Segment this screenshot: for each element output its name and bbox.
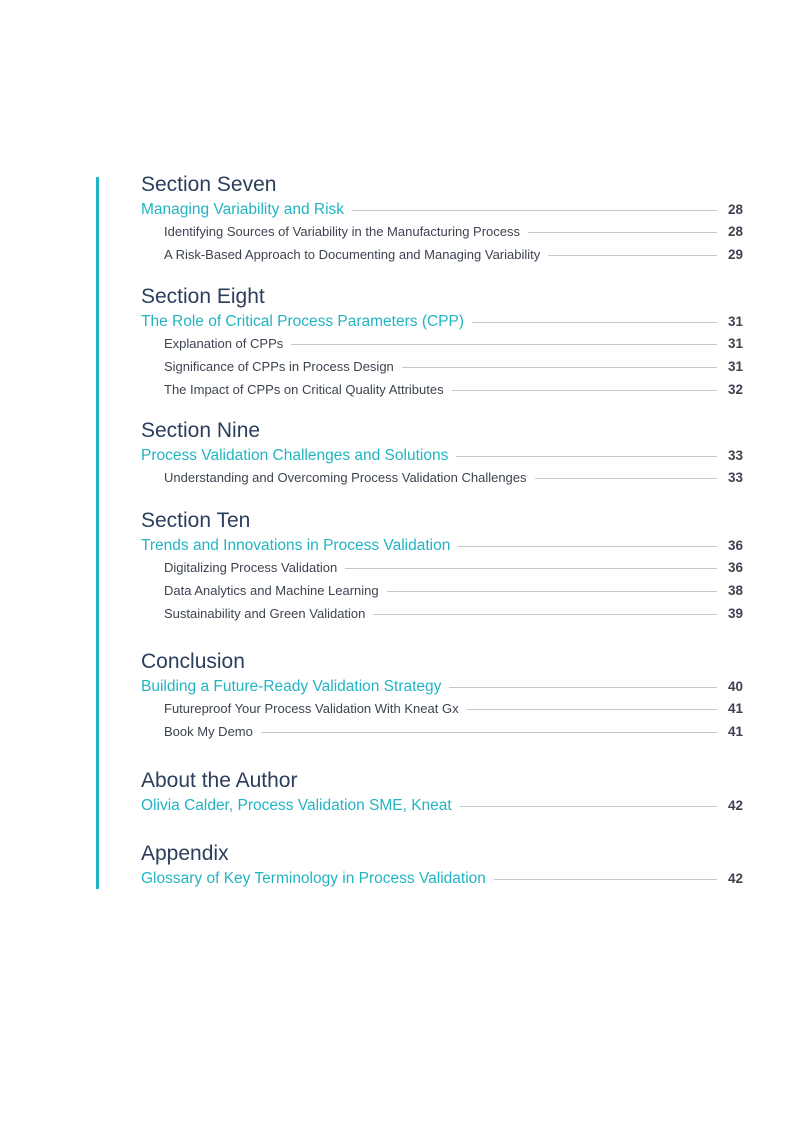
dot-leader [291,344,717,345]
section-title: Conclusion [141,650,245,673]
toc-entry-sub[interactable] [141,470,743,493]
entry-label: Significance of CPPs in Process Design [164,359,394,374]
page-number: 40 [727,679,743,694]
dot-leader [548,255,717,256]
dot-leader [387,591,717,592]
toc-entry-main[interactable] [141,201,743,224]
entry-label: Building a Future-Ready Validation Strategy [141,678,442,695]
section-nine [141,419,743,493]
dot-leader [345,568,717,569]
dot-leader [460,806,717,807]
page-number: 31 [727,359,743,374]
page-number: 31 [727,314,743,329]
dot-leader [535,478,717,479]
toc-entry-main[interactable] [141,870,743,893]
dot-leader [402,367,717,368]
section-title: About the Author [141,769,298,792]
entry-label: Book My Demo [164,724,253,739]
entry-label: A Risk-Based Approach to Documenting and Managing Variability [164,247,541,262]
section-appendix [141,842,743,893]
page-number: 33 [727,448,743,463]
dot-leader [467,709,717,710]
page-number: 41 [727,724,743,739]
section-ten [141,509,743,629]
entry-label: Trends and Innovations in Process Validation [141,537,451,554]
section-title: Section Nine [141,419,261,442]
entry-label: The Impact of CPPs on Critical Quality Attributes [164,382,444,397]
accent-bar [96,177,99,889]
toc-entry-sub[interactable] [141,583,743,606]
dot-leader [352,210,717,211]
entry-label: Understanding and Overcoming Process Validation Challenges [164,470,527,485]
dot-leader [261,732,717,733]
toc-entry-sub[interactable] [141,382,743,405]
entry-label: Digitalizing Process Validation [164,560,338,575]
page-number: 29 [727,247,743,262]
toc-entry-sub[interactable] [141,701,743,724]
toc-entry-main[interactable] [141,797,743,820]
dot-leader [449,687,717,688]
entry-label: Explanation of CPPs [164,336,284,351]
page-number: 42 [727,871,743,886]
entry-label: Data Analytics and Machine Learning [164,583,379,598]
toc-entry-sub[interactable] [141,560,743,583]
entry-label: Glossary of Key Terminology in Process Validation [141,870,486,887]
page-number: 36 [727,560,743,575]
toc-entry-sub[interactable] [141,224,743,247]
dot-leader [494,879,717,880]
toc-entry-sub[interactable] [141,724,743,747]
page-number: 31 [727,336,743,351]
entry-label: Futureproof Your Process Validation With Kneat Gx [164,701,459,716]
section-seven [141,173,743,270]
section-conclusion [141,650,743,747]
toc-entry-sub[interactable] [141,247,743,270]
dot-leader [472,322,717,323]
page-number: 39 [727,606,743,621]
dot-leader [373,614,717,615]
section-title: Section Seven [141,173,277,196]
section-about-author [141,769,743,820]
page-number: 36 [727,538,743,553]
toc-entry-sub[interactable] [141,359,743,382]
entry-label: Sustainability and Green Validation [164,606,366,621]
entry-label: The Role of Critical Process Parameters (CPP) [141,313,465,330]
toc-entry-main[interactable] [141,313,743,336]
dot-leader [528,232,717,233]
toc-entry-main[interactable] [141,447,743,470]
page-number: 41 [727,701,743,716]
toc-entry-sub[interactable] [141,336,743,359]
dot-leader [456,456,717,457]
section-title: Section Ten [141,509,251,532]
page-number: 38 [727,583,743,598]
entry-label: Identifying Sources of Variability in the Manufacturing Process [164,224,520,239]
entry-label: Managing Variability and Risk [141,201,345,218]
dot-leader [458,546,717,547]
page-number: 32 [727,382,743,397]
dot-leader [452,390,717,391]
toc-entry-main[interactable] [141,678,743,701]
page-number: 28 [727,224,743,239]
section-title: Section Eight [141,285,265,308]
page-number: 42 [727,798,743,813]
entry-label: Process Validation Challenges and Solutions [141,447,449,464]
toc-entry-main[interactable] [141,537,743,560]
section-eight [141,285,743,405]
page-number: 28 [727,202,743,217]
entry-label: Olivia Calder, Process Validation SME, Kneat [141,797,452,814]
toc-entry-sub[interactable] [141,606,743,629]
page-number: 33 [727,470,743,485]
section-title: Appendix [141,842,229,865]
